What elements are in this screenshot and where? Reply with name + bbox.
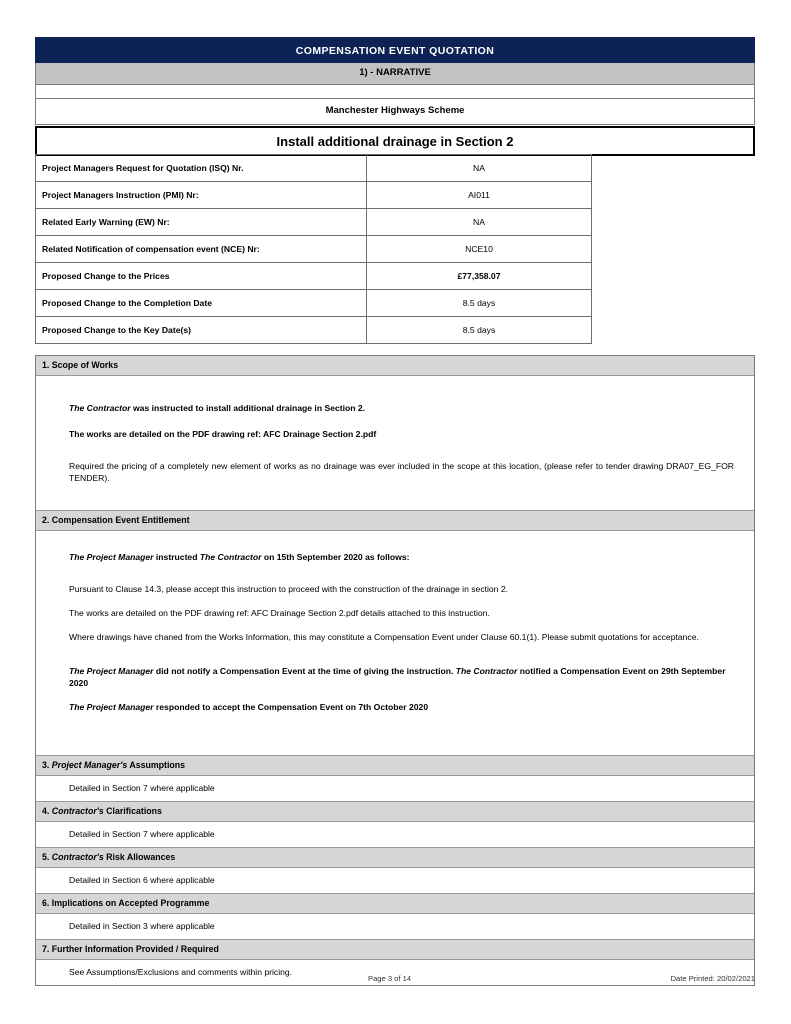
entitlement-p1-b: instructed — [153, 552, 200, 562]
detail-value: NA — [367, 209, 592, 236]
section-body-contractor-clarifications: Detailed in Section 7 where applicable — [69, 829, 215, 839]
term-the-contractor: The Contractor — [455, 666, 518, 676]
document-banner-title: COMPENSATION EVENT QUOTATION — [35, 37, 755, 63]
section-heading-further-information: 7. Further Information Provided / Required — [36, 939, 754, 960]
detail-value: AI011 — [367, 182, 592, 209]
entitlement-p5-d: notified a Compensation Event on 29th September 2020 — [69, 666, 726, 688]
term-the-project-manager: The Project Manager — [69, 702, 154, 712]
term-the-project-manager: The Project Manager — [69, 666, 154, 676]
term-project-managers: Project Manager's — [51, 760, 128, 770]
scope-paragraph-3: Required the pricing of a completely new element of works as no drainage was ever included in the scope at this location, (please refer to tender drawing DRA07_EG_FOR TENDER). — [69, 461, 734, 483]
section-body-scope-of-works — [36, 376, 754, 510]
detail-value: NA — [367, 155, 592, 182]
entitlement-paragraph-4: Where drawings have chaned from the Works Information, this may constitute a Compensation Event under Clause 60.1(1). Please submit quotations for acceptance. — [69, 632, 699, 642]
detail-label: Proposed Change to the Completion Date — [36, 290, 367, 317]
detail-value: £77,358.07 — [367, 263, 592, 290]
section-number: 4. — [42, 806, 52, 816]
document-header — [35, 37, 755, 156]
table-row — [36, 209, 592, 236]
section-body-pm-assumptions: Detailed in Section 7 where applicable — [69, 783, 215, 793]
section-number: 3. — [42, 760, 52, 770]
term-contractors: Contractor's — [51, 806, 104, 816]
table-row — [36, 317, 592, 344]
section-heading-programme-implications: 6. Implications on Accepted Programme — [36, 893, 754, 914]
entitlement-p5-b: did not notify a Compensation Event at the time of giving the instruction. — [153, 666, 456, 676]
scope-paragraph-1 — [36, 402, 754, 414]
section-heading-text: Risk Allowances — [103, 852, 176, 862]
detail-value: NCE10 — [367, 236, 592, 263]
section-heading-ce-entitlement: 2. Compensation Event Entitlement — [36, 510, 754, 531]
header-spacer-row — [35, 85, 755, 99]
details-table — [35, 154, 592, 344]
section-heading-pm-assumptions — [36, 755, 754, 776]
detail-value: 8.5 days — [367, 317, 592, 344]
section-number: 5. — [42, 852, 52, 862]
section-body-programme-implications: Detailed in Section 3 where applicable — [69, 921, 215, 931]
table-row — [36, 182, 592, 209]
term-the-contractor: The Contractor — [199, 552, 262, 562]
section-body-contractor-risk-allowances: Detailed in Section 6 where applicable — [69, 875, 215, 885]
section-heading-text: Assumptions — [127, 760, 186, 770]
detail-label: Related Early Warning (EW) Nr: — [36, 209, 367, 236]
table-row — [36, 155, 592, 182]
entitlement-paragraph-5 — [36, 665, 754, 689]
scope-paragraph-2: The works are detailed on the PDF drawing ref: AFC Drainage Section 2.pdf — [69, 429, 377, 439]
entitlement-p1-d: on 15th September 2020 as follows: — [261, 552, 410, 562]
term-contractors: Contractor's — [51, 852, 104, 862]
detail-label: Project Managers Request for Quotation (ISQ) Nr. — [36, 155, 367, 182]
page-number: Page 3 of 14 — [368, 974, 412, 983]
detail-label: Proposed Change to the Key Date(s) — [36, 317, 367, 344]
section-heading-contractor-risk-allowances — [36, 847, 754, 868]
entitlement-paragraph-2: Pursuant to Clause 14.3, please accept this instruction to proceed with the construction of the drainage in section 2. — [69, 584, 509, 594]
section-heading-text: Clarifications — [103, 806, 162, 816]
section-heading-scope-of-works: 1. Scope of Works — [36, 356, 754, 376]
term-the-project-manager: The Project Manager — [69, 552, 154, 562]
term-the-contractor: The Contractor — [69, 403, 131, 413]
section-heading-contractor-clarifications — [36, 801, 754, 822]
table-row — [36, 236, 592, 263]
entitlement-paragraph-3: The works are detailed on the PDF drawing ref: AFC Drainage Section 2.pdf details attached to this instruction. — [69, 608, 490, 618]
detail-value: 8.5 days — [367, 290, 592, 317]
table-row — [36, 263, 592, 290]
event-title: Install additional drainage in Section 2 — [35, 126, 755, 156]
section-body-ce-entitlement — [36, 531, 754, 755]
detail-label: Related Notification of compensation event (NCE) Nr: — [36, 236, 367, 263]
date-printed: Date Printed: 20/02/2021 — [670, 974, 755, 983]
table-row — [36, 290, 592, 317]
entitlement-p6-b: responded to accept the Compensation Event on 7th October 2020 — [153, 702, 429, 712]
detail-label: Proposed Change to the Prices — [36, 263, 367, 290]
entitlement-paragraph-1 — [36, 551, 754, 563]
detail-label: Project Managers Instruction (PMI) Nr: — [36, 182, 367, 209]
document-banner-subtitle: 1) - NARRATIVE — [35, 63, 755, 85]
scheme-name: Manchester Highways Scheme — [35, 99, 755, 125]
entitlement-paragraph-6 — [36, 701, 754, 713]
section-body-further-information: See Assumptions/Exclusions and comments within pricing. — [69, 967, 293, 977]
scope-paragraph-1-rest: was instructed to install additional drainage in Section 2. — [130, 403, 366, 413]
document-body — [35, 355, 755, 986]
